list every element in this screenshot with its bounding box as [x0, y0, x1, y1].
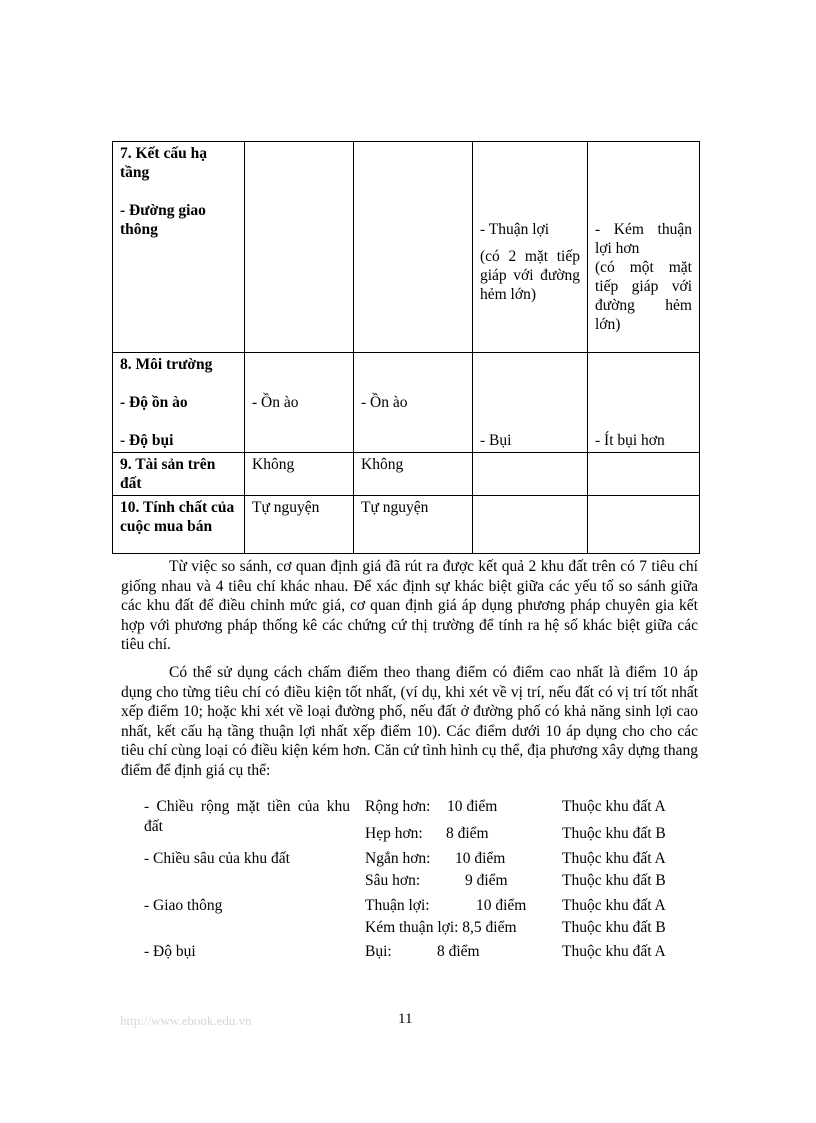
- score-criterion: - Độ bụi: [144, 943, 196, 960]
- criterion-cell: [113, 353, 245, 453]
- value-line: - Kém thuận lợi hơn: [595, 221, 692, 257]
- value-cell: Tự nguyện: [354, 496, 473, 554]
- value-cell: Không: [354, 453, 473, 496]
- score-points: 10 điểm: [455, 850, 506, 867]
- value-cell: [245, 353, 354, 453]
- criterion-sub: - Độ bụi: [120, 432, 174, 449]
- value-cell: [245, 142, 354, 353]
- value-cell: [473, 353, 588, 453]
- value-cell: [354, 353, 473, 453]
- value-cell: [588, 353, 700, 453]
- score-points: 10 điểm: [447, 798, 498, 815]
- score-belongs: Thuộc khu đất B: [562, 919, 666, 936]
- score-belongs: Thuộc khu đất A: [562, 897, 666, 914]
- value-note: (có 2 mặt tiếp giáp với đường hẻm lớn): [480, 248, 580, 303]
- score-criterion: - Chiều sâu của khu đất: [144, 850, 290, 867]
- score-points: 10 điểm: [476, 897, 527, 914]
- footer-url: http://www.ebook.edu.vn: [120, 1013, 252, 1028]
- value-cell: [473, 453, 588, 496]
- value-line: - Ồn ào: [361, 394, 408, 411]
- value-cell: [473, 142, 588, 353]
- score-points: 8 điểm: [446, 825, 489, 842]
- score-label: Sâu hơn:: [365, 872, 421, 889]
- criterion-cell: 10. Tính chất của cuộc mua bán: [113, 496, 245, 554]
- table-row: [113, 496, 700, 554]
- score-label: Ngắn hơn:: [365, 850, 431, 867]
- score-criterion: - Chiều rộng mặt tiền của khu đất: [144, 798, 350, 835]
- paragraph: Từ việc so sánh, cơ quan định giá đã rút ra được kết quả 2 khu đất trên có 7 tiêu chí giống nhau và 4 tiêu chí khác nhau. Để xác định sự khác biệt giữa các yếu tố so sánh giữa các khu đất để điều chỉnh mức giá, cơ quan định giá áp dụng phương pháp chuyên gia kết hợp với phương pháp thống kê các chứng cứ thị trường để tính ra hệ số khác biệt giữa các tiêu chí.: [121, 558, 698, 653]
- score-criterion: - Giao thông: [144, 897, 223, 914]
- score-belongs: Thuộc khu đất A: [562, 798, 666, 815]
- value-cell: Tự nguyện: [245, 496, 354, 554]
- score-points: 8 điểm: [437, 943, 480, 960]
- score-points: 9 điểm: [465, 872, 508, 889]
- value-cell: [354, 142, 473, 353]
- table-row: [113, 142, 700, 353]
- page-number: 11: [398, 1011, 413, 1027]
- score-label: Rộng hơn:: [365, 798, 431, 815]
- score-belongs: Thuộc khu đất A: [562, 943, 666, 960]
- score-label: Kém thuận lợi: 8,5 điểm: [365, 919, 517, 936]
- criterion-cell: 9. Tài sản trên đất: [113, 453, 245, 496]
- value-note: (có một mặt tiếp giáp với đường hẻm lớn): [595, 259, 692, 333]
- criterion-heading: 8. Môi trường: [120, 356, 213, 373]
- score-label: Thuận lợi:: [365, 897, 430, 914]
- criterion-cell: [113, 142, 245, 353]
- value-cell: [588, 142, 700, 353]
- value-cell: [588, 496, 700, 554]
- criterion-sub: - Đường giao thông: [120, 202, 206, 238]
- table-row: [113, 453, 700, 496]
- value-cell: [588, 453, 700, 496]
- value-line: - Thuận lợi: [480, 221, 550, 238]
- value-cell: [473, 496, 588, 554]
- score-label: Bụi:: [365, 943, 392, 960]
- table-row: [113, 353, 700, 453]
- value-line: - Ồn ào: [252, 394, 299, 411]
- score-belongs: Thuộc khu đất A: [562, 850, 666, 867]
- value-cell: Không: [245, 453, 354, 496]
- score-belongs: Thuộc khu đất B: [562, 825, 666, 842]
- comparison-table: [112, 141, 700, 554]
- criterion-sub: - Độ ồn ào: [120, 394, 188, 411]
- value-line: - Ít bụi hơn: [595, 432, 665, 449]
- value-line: - Bụi: [480, 432, 512, 449]
- paragraph: Có thể sử dụng cách chấm điểm theo thang điểm có điểm cao nhất là điểm 10 áp dụng cho từng tiêu chí có điều kiện tốt nhất, (ví dụ, khi xét về vị trí, nếu đất có vị trí tốt nhất xếp điểm 10; hoặc khi xét về loại đường phố, nếu đất ở đường phố có khả năng sinh lợi cao nhất, kết cấu hạ tầng thuận lợi nhất xếp điểm 10). Các điểm dưới 10 áp dụng cho cho các tiêu chí cùng loại có điều kiện kém hơn. Căn cứ tình hình cụ thể, địa phương xây dựng thang điểm để định giá cụ thể:: [121, 664, 698, 779]
- score-belongs: Thuộc khu đất B: [562, 872, 666, 889]
- score-label: Hẹp hơn:: [365, 825, 423, 842]
- criterion-heading: 7. Kết cấu hạ tầng: [120, 145, 207, 181]
